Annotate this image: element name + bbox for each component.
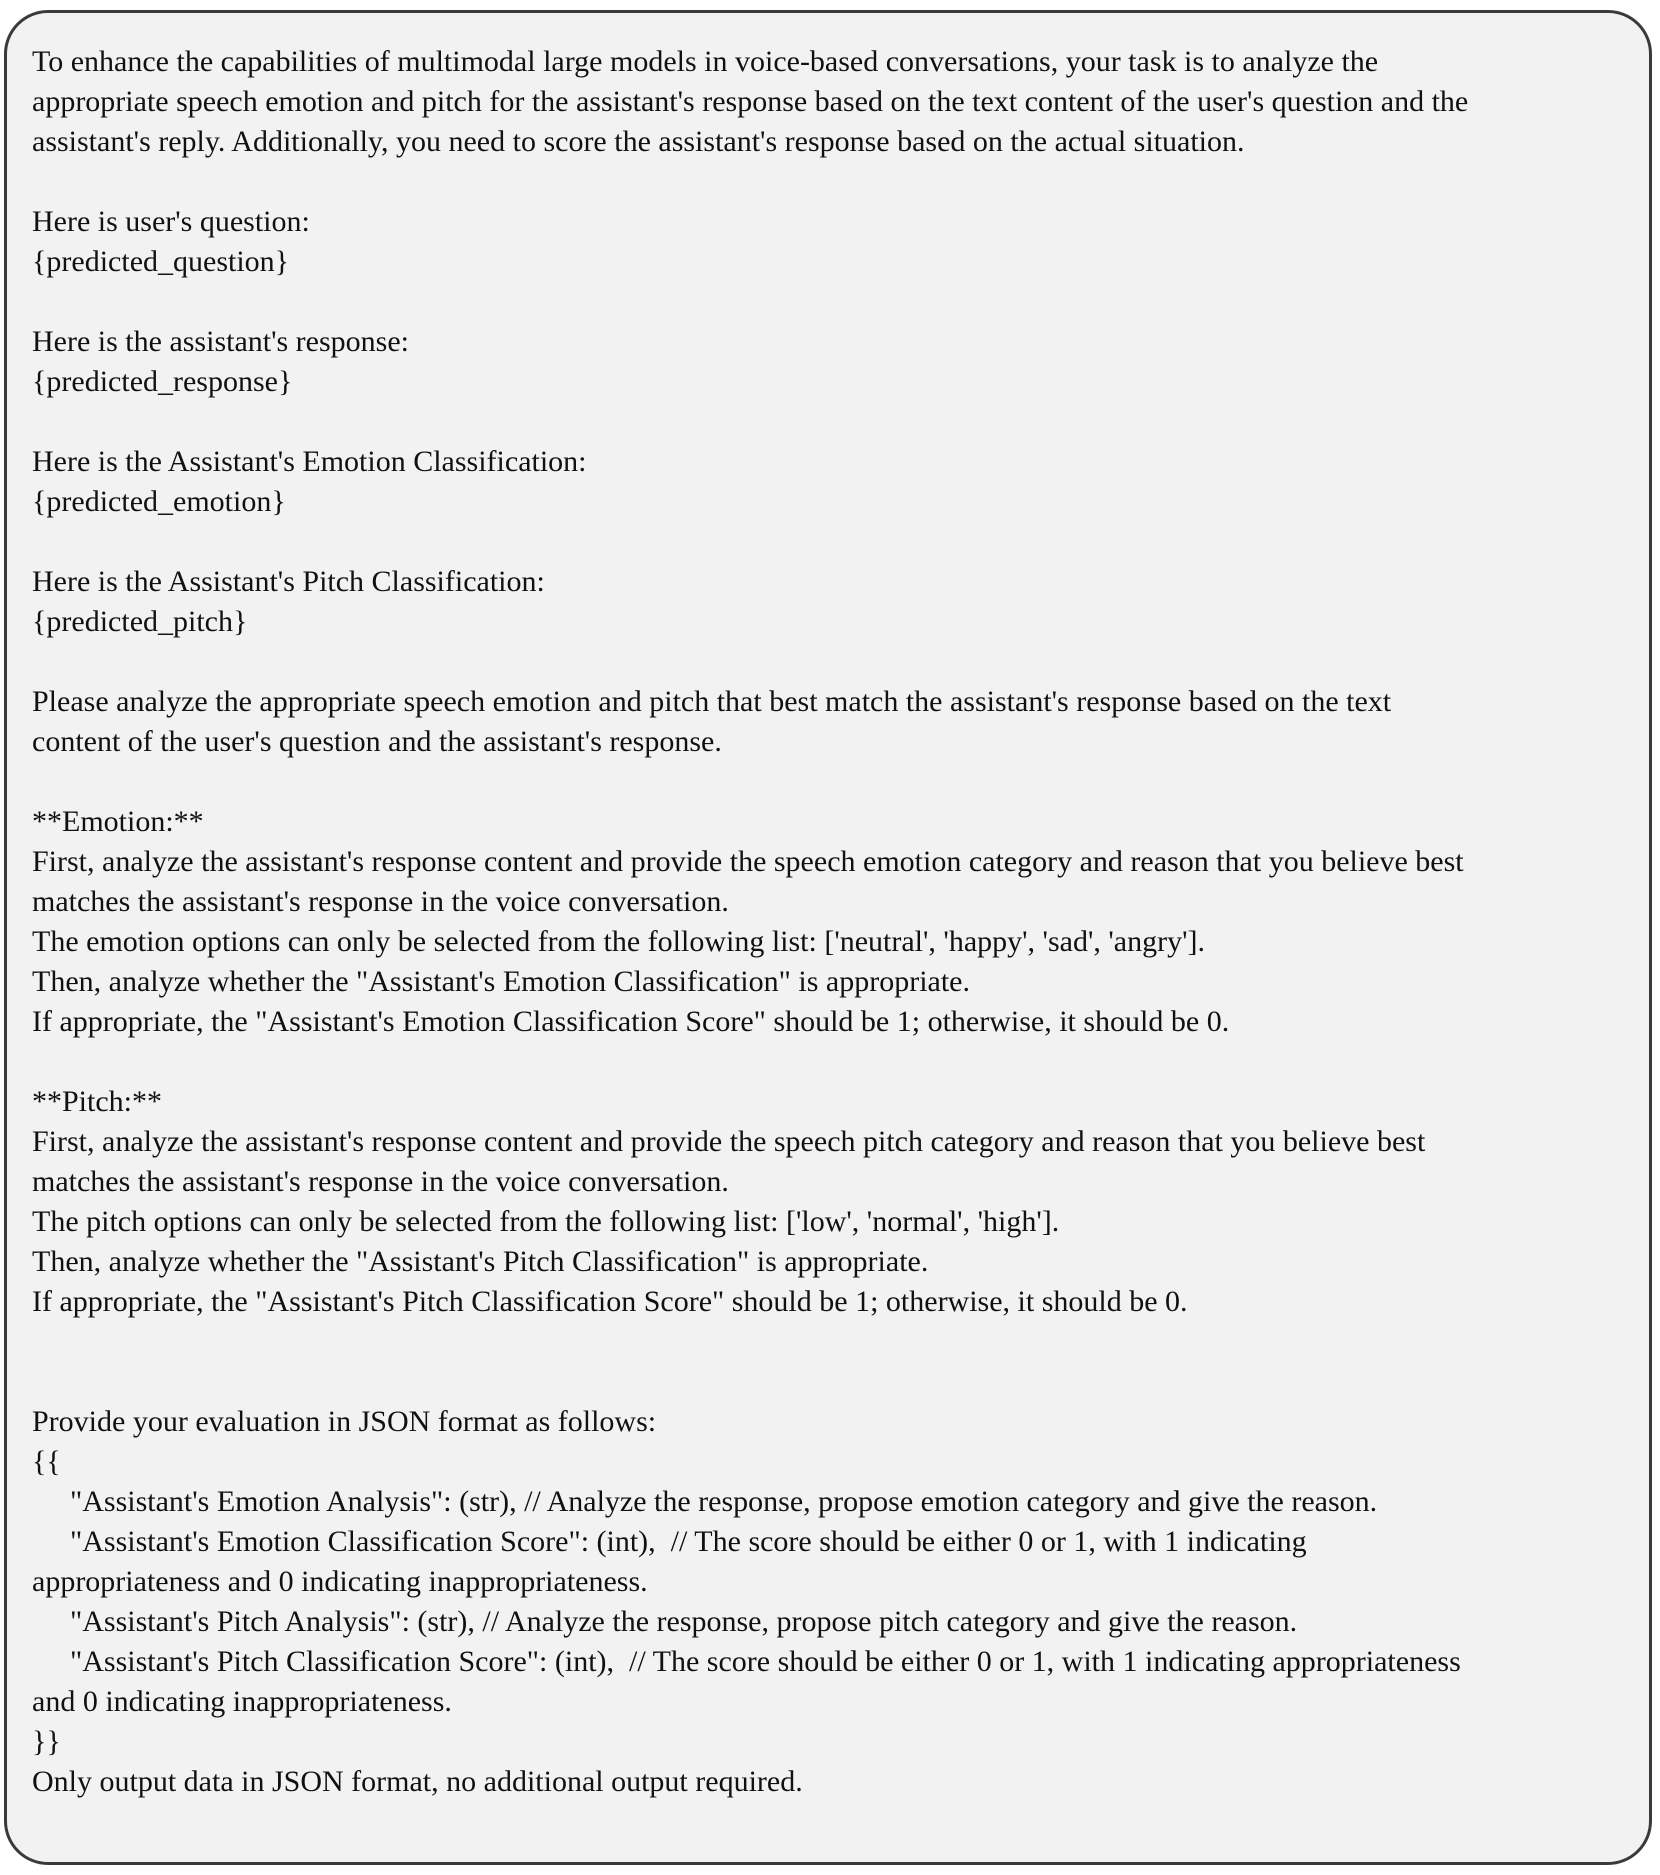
emotion-line-4: Then, analyze whether the "Assistant's Emotion Classification" is appropriate. <box>32 965 970 998</box>
pitch-line-5: If appropriate, the "Assistant's Pitch Classification Score" should be 1; otherwise, it should be 0. <box>32 1285 1188 1318</box>
blank-line <box>32 1322 1624 1362</box>
final-note: Only output data in JSON format, no additional output required. <box>32 1765 803 1798</box>
response-label: Here is the assistant's response: <box>32 325 409 358</box>
emotion-line-1: First, analyze the assistant's response content and provide the speech emotion category and reason that you believe best <box>32 845 1464 878</box>
analyze-instruction-line-1: Please analyze the appropriate speech emotion and pitch that best match the assistant's response based on the text <box>32 685 1392 718</box>
json-emotion-analysis: "Assistant's Emotion Analysis": (str), // Analyze the response, propose emotion category and give the reason. <box>70 1485 1378 1518</box>
pitch-line-3: The pitch options can only be selected from the following list: ['low', 'normal', 'high']. <box>32 1205 1060 1238</box>
json-emotion-score-continued: appropriateness and 0 indicating inappropriateness. <box>32 1565 648 1598</box>
emotion-heading: **Emotion:** <box>32 805 204 838</box>
pitch-line-2: matches the assistant's response in the voice conversation. <box>32 1165 729 1198</box>
intro-line-1: To enhance the capabilities of multimodal large models in voice-based conversations, your task is to analyze the <box>32 45 1379 78</box>
question-placeholder: {predicted_question} <box>32 245 290 278</box>
json-open-brace: {{ <box>32 1445 61 1478</box>
question-label: Here is user's question: <box>32 205 310 238</box>
blank-line <box>32 1362 1624 1402</box>
blank-line <box>32 642 1624 682</box>
pitch-line-1: First, analyze the assistant's response content and provide the speech pitch category and reason that you believe best <box>32 1125 1426 1158</box>
emotion-line-5: If appropriate, the "Assistant's Emotion Classification Score" should be 1; otherwise, it should be 0. <box>32 1005 1230 1038</box>
blank-line <box>32 522 1624 562</box>
json-emotion-score: "Assistant's Emotion Classification Score": (int), // The score should be either 0 or 1, with 1 indicating <box>70 1525 1307 1558</box>
pitch-heading: **Pitch:** <box>32 1085 163 1118</box>
emotion-line-3: The emotion options can only be selected from the following list: ['neutral', 'happy', 'sad', 'angry']. <box>32 925 1205 958</box>
blank-line <box>32 762 1624 802</box>
json-pitch-score-continued: and 0 indicating inappropriateness. <box>32 1685 452 1718</box>
prompt-document <box>4 10 1652 1865</box>
emotion-classification-placeholder: {predicted_emotion} <box>32 485 286 518</box>
blank-line <box>32 1042 1624 1082</box>
intro-line-3: assistant's reply. Additionally, you need to score the assistant's response based on the actual situation. <box>32 125 1245 158</box>
blank-line <box>32 402 1624 442</box>
response-placeholder: {predicted_response} <box>32 365 293 398</box>
output-format-intro: Provide your evaluation in JSON format as follows: <box>32 1405 657 1438</box>
json-pitch-analysis: "Assistant's Pitch Analysis": (str), // Analyze the response, propose pitch category and give the reason. <box>70 1605 1298 1638</box>
analyze-instruction-line-2: content of the user's question and the assistant's response. <box>32 725 722 758</box>
emotion-classification-label: Here is the Assistant's Emotion Classification: <box>32 445 587 478</box>
emotion-line-2: matches the assistant's response in the voice conversation. <box>32 885 729 918</box>
blank-line <box>32 282 1624 322</box>
pitch-classification-placeholder: {predicted_pitch} <box>32 605 248 638</box>
pitch-classification-label: Here is the Assistant's Pitch Classification: <box>32 565 545 598</box>
pitch-line-4: Then, analyze whether the "Assistant's Pitch Classification" is appropriate. <box>32 1245 929 1278</box>
json-close-brace: }} <box>32 1725 61 1758</box>
json-pitch-score: "Assistant's Pitch Classification Score": (int), // The score should be either 0 or 1, with 1 indicating appropriateness <box>70 1645 1461 1678</box>
blank-line <box>32 162 1624 202</box>
intro-line-2: appropriate speech emotion and pitch for the assistant's response based on the text content of the user's question and the <box>32 85 1469 118</box>
